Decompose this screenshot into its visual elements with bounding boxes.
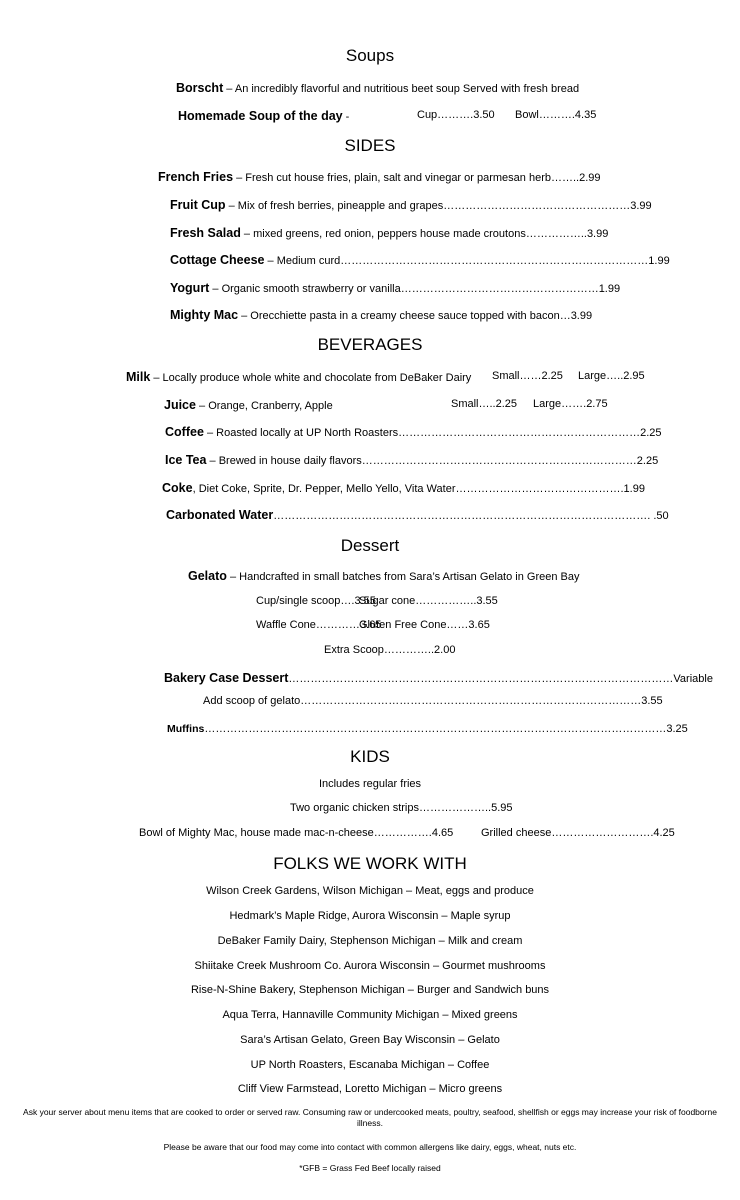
menu-item-coke: Coke, Diet Coke, Sprite, Dr. Pepper, Mello Yello, Vita Water……………………………………….1.99 (162, 481, 645, 495)
menu-item-mighty-mac: Mighty Mac – Orecchiette pasta in a creamy cheese sauce topped with bacon…3.99 (170, 308, 593, 322)
soup-cup-price: Cup……….3.50 (417, 109, 495, 121)
gelato-cup-price: Cup/single scoop….3.55 (256, 595, 376, 607)
menu-item-bakery-case: Bakery Case Dessert……………………………………………………………………………………………Variable (164, 671, 713, 685)
gelato-extra-scoop-price: Extra Scoop…………..2.00 (324, 644, 456, 656)
menu-item-french-fries: French Fries – Fresh cut house fries, plain, salt and vinegar or parmesan herb……..2.99 (158, 170, 601, 184)
folks-item: Hedmark’s Maple Ridge, Aurora Wisconsin – Maple syrup (229, 910, 511, 922)
soups-heading: Soups (345, 46, 395, 65)
dessert-heading: Dessert (340, 536, 400, 555)
menu-item-milk: Milk – Locally produce whole white and chocolate from DeBaker Dairy (126, 370, 472, 384)
folks-item: Sara’s Artisan Gelato, Green Bay Wisconsin – Gelato (240, 1034, 500, 1046)
sides-heading: SIDES (344, 136, 396, 155)
milk-small-price: Small……2.25 (492, 370, 563, 382)
juice-small-price: Small…..2.25 (451, 398, 518, 410)
allergen-notice: Please be aware that our food may come into contact with common allergens like dairy, eggs, wheat, nuts etc. (163, 1142, 577, 1152)
menu-item-juice: Juice – Orange, Cranberry, Apple (164, 398, 333, 412)
menu-item-fruit-cup: Fruit Cup – Mix of fresh berries, pineapple and grapes……………………………………………3.99 (170, 198, 652, 212)
menu-item-cottage-cheese: Cottage Cheese – Medium curd…………………………………………………………………………1.99 (170, 253, 670, 267)
menu-item-muffins: Muffins………………………………………………………………………………………………………………3.25 (167, 723, 688, 735)
add-scoop-price: Add scoop of gelato…………………………………………………………………………………3.55 (203, 695, 663, 707)
menu-item-carbonated-water: Carbonated Water…………………………………………………………………………………………. .50 (166, 508, 669, 522)
kids-includes: Includes regular fries (318, 778, 422, 790)
menu-item-soup-of-day: Homemade Soup of the day - (178, 109, 350, 123)
folks-item: Cliff View Farmstead, Loretto Michigan – Micro greens (237, 1083, 503, 1095)
gelato-waffle-cone-price: Waffle Cone…………3.65 (256, 619, 382, 631)
folks-item: Shiitake Creek Mushroom Co. Aurora Wisconsin – Gourmet mushrooms (194, 960, 546, 972)
soup-bowl-price: Bowl……….4.35 (515, 109, 597, 121)
folks-item: Aqua Terra, Hannaville Community Michigan – Mixed greens (222, 1009, 518, 1021)
beverages-heading: BEVERAGES (317, 335, 423, 354)
juice-large-price: Large…….2.75 (533, 398, 608, 410)
folks-item: Wilson Creek Gardens, Wilson Michigan – Meat, eggs and produce (206, 885, 534, 897)
folks-item: DeBaker Family Dairy, Stephenson Michigan – Milk and cream (217, 935, 523, 947)
menu-item-borscht: Borscht – An incredibly flavorful and nutritious beet soup Served with fresh bread (176, 81, 580, 95)
menu-item-coffee: Coffee – Roasted locally at UP North Roasters…………………………………………………………2.25 (165, 425, 662, 439)
gfb-footnote: *GFB = Grass Fed Beef locally raised (299, 1163, 441, 1173)
kids-grilled-cheese: Grilled cheese……………………….4.25 (481, 827, 675, 839)
kids-mighty-mac: Bowl of Mighty Mac, house made mac-n-cheese…………….4.65 (139, 827, 454, 839)
menu-item-yogurt: Yogurt – Organic smooth strawberry or vanilla………………………………………………1.99 (170, 281, 621, 295)
menu-item-fresh-salad: Fresh Salad – mixed greens, red onion, peppers house made croutons……………..3.99 (170, 226, 609, 240)
gelato-gf-cone-price: Gluten Free Cone……3.65 (359, 619, 490, 631)
raw-food-advisory: Ask your server about menu items that are cooked to order or served raw. Consuming raw or undercooked meats, poultry, seafood, shellfish or eggs may increase your risk of foodborne illness. (23, 1107, 717, 1129)
kids-heading: KIDS (350, 747, 390, 766)
folks-item: UP North Roasters, Escanaba Michigan – Coffee (250, 1059, 490, 1071)
menu-item-gelato: Gelato – Handcrafted in small batches from Sara’s Artisan Gelato in Green Bay (188, 569, 580, 583)
folks-item: Rise-N-Shine Bakery, Stephenson Michigan – Burger and Sandwich buns (190, 984, 550, 996)
gelato-sugar-cone-price: Sugar cone……………..3.55 (359, 595, 498, 607)
milk-large-price: Large…..2.95 (578, 370, 645, 382)
menu-item-ice-tea: Ice Tea – Brewed in house daily flavors…………………………………………………………………2.25 (165, 453, 659, 467)
folks-heading: FOLKS WE WORK WITH (273, 854, 467, 873)
kids-chicken-strips: Two organic chicken strips………………..5.95 (290, 802, 513, 814)
